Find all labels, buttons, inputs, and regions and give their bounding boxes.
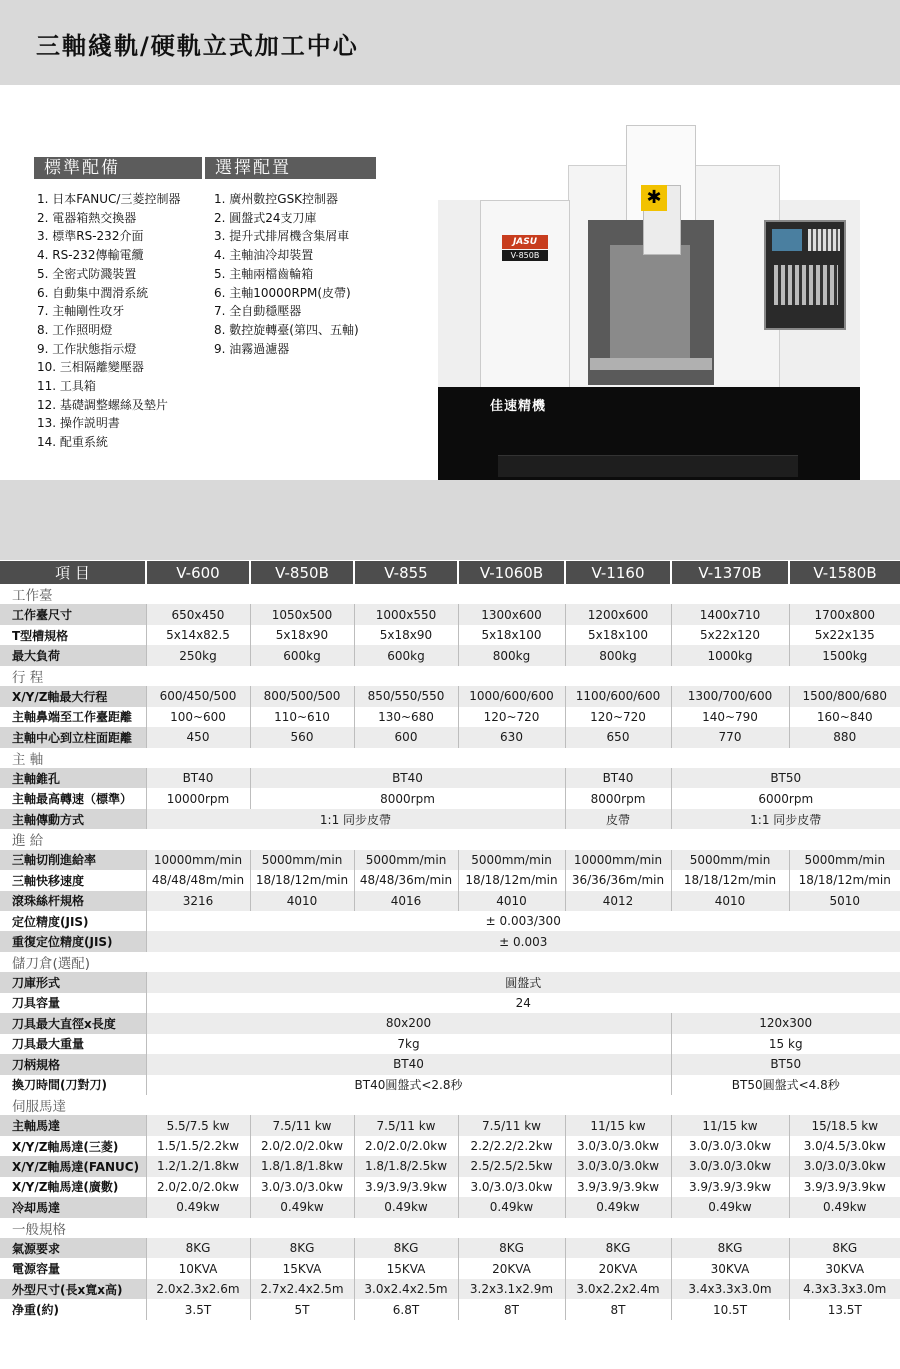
spec-row-label: 定位精度(JIS) — [0, 911, 146, 931]
spec-value-cell: 5010 — [789, 891, 900, 911]
machine-image — [438, 125, 860, 503]
spec-value-cell: 600kg — [250, 645, 354, 665]
spec-value-cell: 1200x600 — [565, 604, 671, 624]
spec-value-cell: 5x22x135 — [789, 625, 900, 645]
spec-value-cell: 110~610 — [250, 707, 354, 727]
optional-feature-item: 4. 主軸油冷却裝置 — [214, 248, 314, 263]
spec-row — [0, 1156, 900, 1176]
spec-value-cell: 0.49kw — [250, 1197, 354, 1217]
spec-value-cell: 20KVA — [565, 1258, 671, 1278]
spec-value-cell: 2.7x2.4x2.5m — [250, 1279, 354, 1299]
spec-row-label: X/Y/Z軸馬達(三菱) — [0, 1136, 146, 1156]
spec-value-cell: 1.5/1.5/2.2kw — [146, 1136, 250, 1156]
spec-section-title: 行 程 — [0, 666, 900, 686]
spec-row-label: 刀具容量 — [0, 993, 146, 1013]
spec-value-cell: 5000mm/min — [250, 850, 354, 870]
spec-value-cell: 1.8/1.8/1.8kw — [250, 1156, 354, 1176]
spec-row — [0, 972, 900, 992]
spec-value-cell: 100~600 — [146, 707, 250, 727]
spec-value-cell: 5x22x120 — [671, 625, 789, 645]
spec-table — [0, 561, 900, 1320]
spec-value-cell: 2.2/2.2/2.2kw — [458, 1136, 565, 1156]
model-column-header: V-855 — [354, 561, 458, 584]
spec-value-cell: 10000mm/min — [565, 850, 671, 870]
spec-value-cell: 2.0/2.0/2.0kw — [250, 1136, 354, 1156]
spec-row-label: 刀庫形式 — [0, 972, 146, 992]
spec-value-cell: BT50 — [671, 1054, 900, 1074]
spec-value-cell: 3.0/3.0/3.0kw — [250, 1177, 354, 1197]
spec-value-cell: 1.2/1.2/1.8kw — [146, 1156, 250, 1176]
spec-row — [0, 1054, 900, 1074]
spec-value-cell: 3.0/4.5/3.0kw — [789, 1136, 900, 1156]
optional-features-list — [214, 190, 359, 358]
spec-value-cell: 15 kg — [671, 1034, 900, 1054]
spec-value-cell: 650 — [565, 727, 671, 747]
optional-feature-item: 5. 主軸兩檔齒輪箱 — [214, 266, 314, 281]
spec-row-label: 主軸鼻端至工作臺距離 — [0, 707, 146, 727]
spec-value-cell: 140~790 — [671, 707, 789, 727]
spec-value-cell: 3.9/3.9/3.9kw — [671, 1177, 789, 1197]
spec-row — [0, 911, 900, 931]
spec-value-cell: 5000mm/min — [789, 850, 900, 870]
spec-value-cell: 3216 — [146, 891, 250, 911]
spec-value-cell: 36/36/36m/min — [565, 870, 671, 890]
spec-value-cell: 11/15 kw — [671, 1115, 789, 1135]
spec-section-row — [0, 829, 900, 849]
standard-feature-item: 9. 工作狀態指示燈 — [37, 341, 137, 356]
machine-base-slot — [498, 455, 798, 477]
spec-value-cell: 8KG — [789, 1238, 900, 1258]
machine-door — [480, 200, 570, 390]
spec-row — [0, 1299, 900, 1319]
standard-feature-item: 4. RS-232傳輸電纜 — [37, 248, 144, 263]
spec-section-row — [0, 1218, 900, 1238]
spec-value-cell: 48/48/48m/min — [146, 870, 250, 890]
spec-value-cell: 10KVA — [146, 1258, 250, 1278]
spec-row-label: 主軸中心到立柱面距離 — [0, 727, 146, 747]
spec-section-title: 一般規格 — [0, 1218, 900, 1238]
spec-value-cell: 4010 — [250, 891, 354, 911]
spec-row — [0, 891, 900, 911]
spec-value-cell: 1400x710 — [671, 604, 789, 624]
spec-value-cell: 48/48/36m/min — [354, 870, 458, 890]
optional-feature-item: 6. 主軸10000RPM(皮帶) — [214, 285, 351, 300]
spec-row — [0, 1034, 900, 1054]
spec-row — [0, 1279, 900, 1299]
spec-row — [0, 768, 900, 788]
spec-value-cell: BT40 — [146, 1054, 671, 1074]
machine-work-area — [610, 245, 690, 365]
spec-value-cell: 4012 — [565, 891, 671, 911]
control-buttons — [774, 265, 838, 305]
spec-value-cell: 850/550/550 — [354, 686, 458, 706]
spec-value-cell: 30KVA — [789, 1258, 900, 1278]
spec-value-cell: 3.9/3.9/3.9kw — [354, 1177, 458, 1197]
spec-row-label: 工作臺尺寸 — [0, 604, 146, 624]
spec-value-cell: ± 0.003/300 — [146, 911, 900, 931]
model-column-header: V-1580B — [789, 561, 900, 584]
spec-row-label: 刀具最大重量 — [0, 1034, 146, 1054]
model-tag: V-850B — [502, 250, 548, 261]
spec-value-cell: 7.5/11 kw — [250, 1115, 354, 1135]
spec-value-cell: 1500/800/680 — [789, 686, 900, 706]
spec-value-cell: 600 — [354, 727, 458, 747]
spec-value-cell: 120~720 — [565, 707, 671, 727]
spec-value-cell: 3.9/3.9/3.9kw — [565, 1177, 671, 1197]
spec-value-cell: 0.49kw — [565, 1197, 671, 1217]
spec-value-cell: 1100/600/600 — [565, 686, 671, 706]
spec-value-cell: 600kg — [354, 645, 458, 665]
spec-value-cell: 5T — [250, 1299, 354, 1319]
spec-row — [0, 931, 900, 951]
spec-value-cell: 80x200 — [146, 1013, 671, 1033]
optional-features-heading: 選擇配置 — [205, 157, 376, 179]
spec-value-cell: 5x18x100 — [565, 625, 671, 645]
optional-feature-item: 1. 廣州數控GSK控制器 — [214, 192, 339, 206]
spec-value-cell: 560 — [250, 727, 354, 747]
spec-value-cell: 18/18/12m/min — [250, 870, 354, 890]
standard-feature-item: 3. 標準RS-232介面 — [37, 229, 144, 244]
spec-value-cell: 1700x800 — [789, 604, 900, 624]
spec-value-cell: 3.0/3.0/3.0kw — [789, 1156, 900, 1176]
spec-row-label: T型槽規格 — [0, 625, 146, 645]
spec-value-cell: 6.8T — [354, 1299, 458, 1319]
spec-row-label: 三軸切削進給率 — [0, 850, 146, 870]
spec-row — [0, 788, 900, 808]
spec-header-row — [0, 561, 900, 584]
spec-row — [0, 1075, 900, 1095]
control-screen — [772, 229, 802, 251]
spec-row — [0, 993, 900, 1013]
spec-value-cell: 18/18/12m/min — [671, 870, 789, 890]
spec-value-cell: BT40 — [146, 768, 250, 788]
spec-value-cell: 5x18x90 — [250, 625, 354, 645]
spec-value-cell: 4010 — [671, 891, 789, 911]
spec-value-cell: 120~720 — [458, 707, 565, 727]
standard-feature-item: 10. 三相隔離變壓器 — [37, 360, 144, 375]
spec-value-cell: 1000/600/600 — [458, 686, 565, 706]
spec-value-cell: 650x450 — [146, 604, 250, 624]
spec-value-cell: 20KVA — [458, 1258, 565, 1278]
spec-row — [0, 604, 900, 624]
spec-value-cell: 800/500/500 — [250, 686, 354, 706]
standard-feature-item: 13. 操作説明書 — [37, 416, 120, 431]
spec-value-cell: 0.49kw — [146, 1197, 250, 1217]
standard-features-heading: 標準配備 — [34, 157, 202, 179]
model-column-header: V-1160 — [565, 561, 671, 584]
spec-value-cell: BT50圓盤式<4.8秒 — [671, 1075, 900, 1095]
spec-value-cell: 4016 — [354, 891, 458, 911]
spec-value-cell: 8KG — [146, 1238, 250, 1258]
spec-value-cell: 4.3x3.3x3.0m — [789, 1279, 900, 1299]
spec-value-cell: 4010 — [458, 891, 565, 911]
spec-value-cell: BT40 — [565, 768, 671, 788]
spec-value-cell: 7.5/11 kw — [458, 1115, 565, 1135]
spec-value-cell: 5x18x100 — [458, 625, 565, 645]
warning-icon: ✱ — [641, 185, 667, 211]
spec-row — [0, 809, 900, 829]
spec-value-cell: 圓盤式 — [146, 972, 900, 992]
spec-value-cell: 7.5/11 kw — [354, 1115, 458, 1135]
spec-value-cell: 1000x550 — [354, 604, 458, 624]
spec-value-cell: 1050x500 — [250, 604, 354, 624]
spec-value-cell: BT40 — [250, 768, 565, 788]
spec-row-label: 主軸最高轉速（標準） — [0, 788, 146, 808]
spec-row — [0, 1258, 900, 1278]
optional-feature-item: 7. 全自動穩壓器 — [214, 304, 302, 319]
spec-value-cell: 450 — [146, 727, 250, 747]
spec-row — [0, 1013, 900, 1033]
spec-value-cell: 2.0x2.3x2.6m — [146, 1279, 250, 1299]
spec-section-row — [0, 1095, 900, 1115]
spec-value-cell: 3.5T — [146, 1299, 250, 1319]
spec-value-cell: 880 — [789, 727, 900, 747]
spec-row-label: 最大負荷 — [0, 645, 146, 665]
spec-section-title: 進 給 — [0, 829, 900, 849]
spec-value-cell: 皮帶 — [565, 809, 671, 829]
spec-row-label: 重復定位精度(JIS) — [0, 931, 146, 951]
spec-value-cell: 18/18/12m/min — [789, 870, 900, 890]
spec-row — [0, 686, 900, 706]
standard-feature-item: 6. 自動集中潤滑系統 — [37, 285, 149, 300]
spec-value-cell: 630 — [458, 727, 565, 747]
standard-feature-item: 2. 電器箱熱交換器 — [37, 210, 137, 225]
spec-row — [0, 1177, 900, 1197]
spec-row-label: 氣源要求 — [0, 1238, 146, 1258]
spec-value-cell: 0.49kw — [671, 1197, 789, 1217]
spec-value-cell: 800kg — [565, 645, 671, 665]
spec-section-row — [0, 666, 900, 686]
spec-value-cell: 3.0x2.2x2.4m — [565, 1279, 671, 1299]
spec-row-label: X/Y/Z軸馬達(廣數) — [0, 1177, 146, 1197]
spec-row-label: X/Y/Z軸馬達(FANUC) — [0, 1156, 146, 1176]
spec-row-label: 換刀時間(刀對刀) — [0, 1075, 146, 1095]
spec-value-cell: 15/18.5 kw — [789, 1115, 900, 1135]
spec-value-cell: 3.0/3.0/3.0kw — [458, 1177, 565, 1197]
standard-feature-item: 7. 主軸剛性攻牙 — [37, 304, 125, 319]
spec-value-cell: 3.0/3.0/3.0kw — [565, 1136, 671, 1156]
spec-row — [0, 1238, 900, 1258]
spec-row-label: 主軸傳動方式 — [0, 809, 146, 829]
machine-table — [590, 358, 712, 370]
spec-value-cell: 0.49kw — [458, 1197, 565, 1217]
spec-value-cell: 3.0/3.0/3.0kw — [565, 1156, 671, 1176]
spec-value-cell: 13.5T — [789, 1299, 900, 1319]
spec-section-row — [0, 584, 900, 604]
spec-value-cell: 3.0/3.0/3.0kw — [671, 1156, 789, 1176]
standard-feature-item: 12. 基礎調整螺絲及墊片 — [37, 397, 168, 412]
spec-value-cell: 8KG — [354, 1238, 458, 1258]
spec-row-label: 净重(約) — [0, 1299, 146, 1319]
spec-value-cell: 160~840 — [789, 707, 900, 727]
spec-row-label: 冷却馬達 — [0, 1197, 146, 1217]
spec-value-cell: 2.0/2.0/2.0kw — [354, 1136, 458, 1156]
spec-value-cell: 1300x600 — [458, 604, 565, 624]
spec-value-cell: BT50 — [671, 768, 900, 788]
spec-row — [0, 1136, 900, 1156]
spec-row — [0, 645, 900, 665]
spec-value-cell: 3.4x3.3x3.0m — [671, 1279, 789, 1299]
spec-value-cell: 8KG — [458, 1238, 565, 1258]
spec-row-label: 主軸馬達 — [0, 1115, 146, 1135]
spec-value-cell: 5x18x90 — [354, 625, 458, 645]
spec-value-cell: 2.0/2.0/2.0kw — [146, 1177, 250, 1197]
control-keypad — [808, 229, 840, 251]
spec-value-cell: 10000mm/min — [146, 850, 250, 870]
spec-value-cell: 770 — [671, 727, 789, 747]
spec-row-label: 刀具最大直徑x長度 — [0, 1013, 146, 1033]
optional-feature-item: 8. 數控旋轉臺(第四、五軸) — [214, 322, 359, 337]
section-divider-band — [0, 480, 900, 560]
spec-value-cell: 3.0/3.0/3.0kw — [671, 1136, 789, 1156]
machine-caption: 佳速精機 — [490, 399, 547, 414]
spec-value-cell: 5000mm/min — [671, 850, 789, 870]
spec-row-label: 三軸快移速度 — [0, 870, 146, 890]
spec-row — [0, 1197, 900, 1217]
spec-value-cell: 5000mm/min — [354, 850, 458, 870]
spec-value-cell: 1000kg — [671, 645, 789, 665]
spec-value-cell: 8T — [565, 1299, 671, 1319]
spec-value-cell: 6000rpm — [671, 788, 900, 808]
spec-row — [0, 850, 900, 870]
model-column-header: V-850B — [250, 561, 354, 584]
model-column-header: V-600 — [146, 561, 250, 584]
spec-value-cell: 7kg — [146, 1034, 671, 1054]
spec-value-cell: 1500kg — [789, 645, 900, 665]
spec-section-title: 工作臺 — [0, 584, 900, 604]
spec-section-title: 主 軸 — [0, 748, 900, 768]
spec-row — [0, 1115, 900, 1135]
spec-value-cell: 8000rpm — [250, 788, 565, 808]
spec-row-label: 主軸錐孔 — [0, 768, 146, 788]
page-title: 三軸綫軌/硬軌立式加工中心 — [36, 32, 359, 60]
spec-value-cell: 5x14x82.5 — [146, 625, 250, 645]
standard-features-list — [37, 190, 180, 452]
header-item-label: 項 目 — [0, 561, 146, 584]
spec-row — [0, 625, 900, 645]
spec-value-cell: 30KVA — [671, 1258, 789, 1278]
spec-value-cell: 15KVA — [354, 1258, 458, 1278]
brand-logo: JASU — [502, 235, 548, 249]
spec-value-cell: 2.5/2.5/2.5kw — [458, 1156, 565, 1176]
spec-value-cell: 24 — [146, 993, 900, 1013]
spec-section-title: 伺服馬達 — [0, 1095, 900, 1115]
standard-feature-item: 1. 日本FANUC/三菱控制器 — [37, 192, 181, 206]
spec-value-cell: 11/15 kw — [565, 1115, 671, 1135]
spec-value-cell: ± 0.003 — [146, 931, 900, 951]
spec-value-cell: 0.49kw — [789, 1197, 900, 1217]
spec-row — [0, 870, 900, 890]
spec-value-cell: 1300/700/600 — [671, 686, 789, 706]
spec-value-cell: 3.0x2.4x2.5m — [354, 1279, 458, 1299]
spec-value-cell: 5000mm/min — [458, 850, 565, 870]
spec-value-cell: 1.8/1.8/2.5kw — [354, 1156, 458, 1176]
spec-value-cell: 3.2x3.1x2.9m — [458, 1279, 565, 1299]
optional-feature-item: 2. 圓盤式24支刀庫 — [214, 210, 317, 225]
spec-value-cell: 250kg — [146, 645, 250, 665]
spec-body — [0, 584, 900, 1320]
spec-value-cell: 8T — [458, 1299, 565, 1319]
spec-value-cell: 10.5T — [671, 1299, 789, 1319]
spec-row — [0, 727, 900, 747]
spec-row-label: X/Y/Z軸最大行程 — [0, 686, 146, 706]
model-column-header: V-1060B — [458, 561, 565, 584]
optional-feature-item: 9. 油霧過濾器 — [214, 341, 290, 356]
spec-row-label: 電源容量 — [0, 1258, 146, 1278]
spec-value-cell: 600/450/500 — [146, 686, 250, 706]
standard-feature-item: 8. 工作照明燈 — [37, 322, 113, 337]
spec-value-cell: 800kg — [458, 645, 565, 665]
spec-value-cell: 15KVA — [250, 1258, 354, 1278]
spec-value-cell: 130~680 — [354, 707, 458, 727]
spec-value-cell: 18/18/12m/min — [458, 870, 565, 890]
spec-value-cell: 120x300 — [671, 1013, 900, 1033]
spec-value-cell: 8KG — [250, 1238, 354, 1258]
optional-feature-item: 3. 提升式排屑機含集屑車 — [214, 229, 350, 244]
spec-value-cell: 8KG — [565, 1238, 671, 1258]
model-column-header: V-1370B — [671, 561, 789, 584]
standard-feature-item: 5. 全密式防濺裝置 — [37, 266, 137, 281]
spec-value-cell: 8000rpm — [565, 788, 671, 808]
spec-value-cell: 5.5/7.5 kw — [146, 1115, 250, 1135]
spec-value-cell: 0.49kw — [354, 1197, 458, 1217]
spec-value-cell: BT40圓盤式<2.8秒 — [146, 1075, 671, 1095]
standard-feature-item: 11. 工具箱 — [37, 379, 96, 394]
spec-value-cell: 10000rpm — [146, 788, 250, 808]
spec-value-cell: 8KG — [671, 1238, 789, 1258]
spec-section-row — [0, 748, 900, 768]
spec-row-label: 刀柄規格 — [0, 1054, 146, 1074]
standard-feature-item: 14. 配重系統 — [37, 435, 108, 450]
spec-row-label: 外型尺寸(長x寬x高) — [0, 1279, 146, 1299]
spec-row — [0, 707, 900, 727]
spec-value-cell: 1:1 同步皮帶 — [671, 809, 900, 829]
spec-section-row — [0, 952, 900, 972]
spec-value-cell: 1:1 同步皮帶 — [146, 809, 565, 829]
spec-row-label: 滾珠絲杆規格 — [0, 891, 146, 911]
spec-value-cell: 3.9/3.9/3.9kw — [789, 1177, 900, 1197]
spec-section-title: 儲刀倉(選配) — [0, 952, 900, 972]
